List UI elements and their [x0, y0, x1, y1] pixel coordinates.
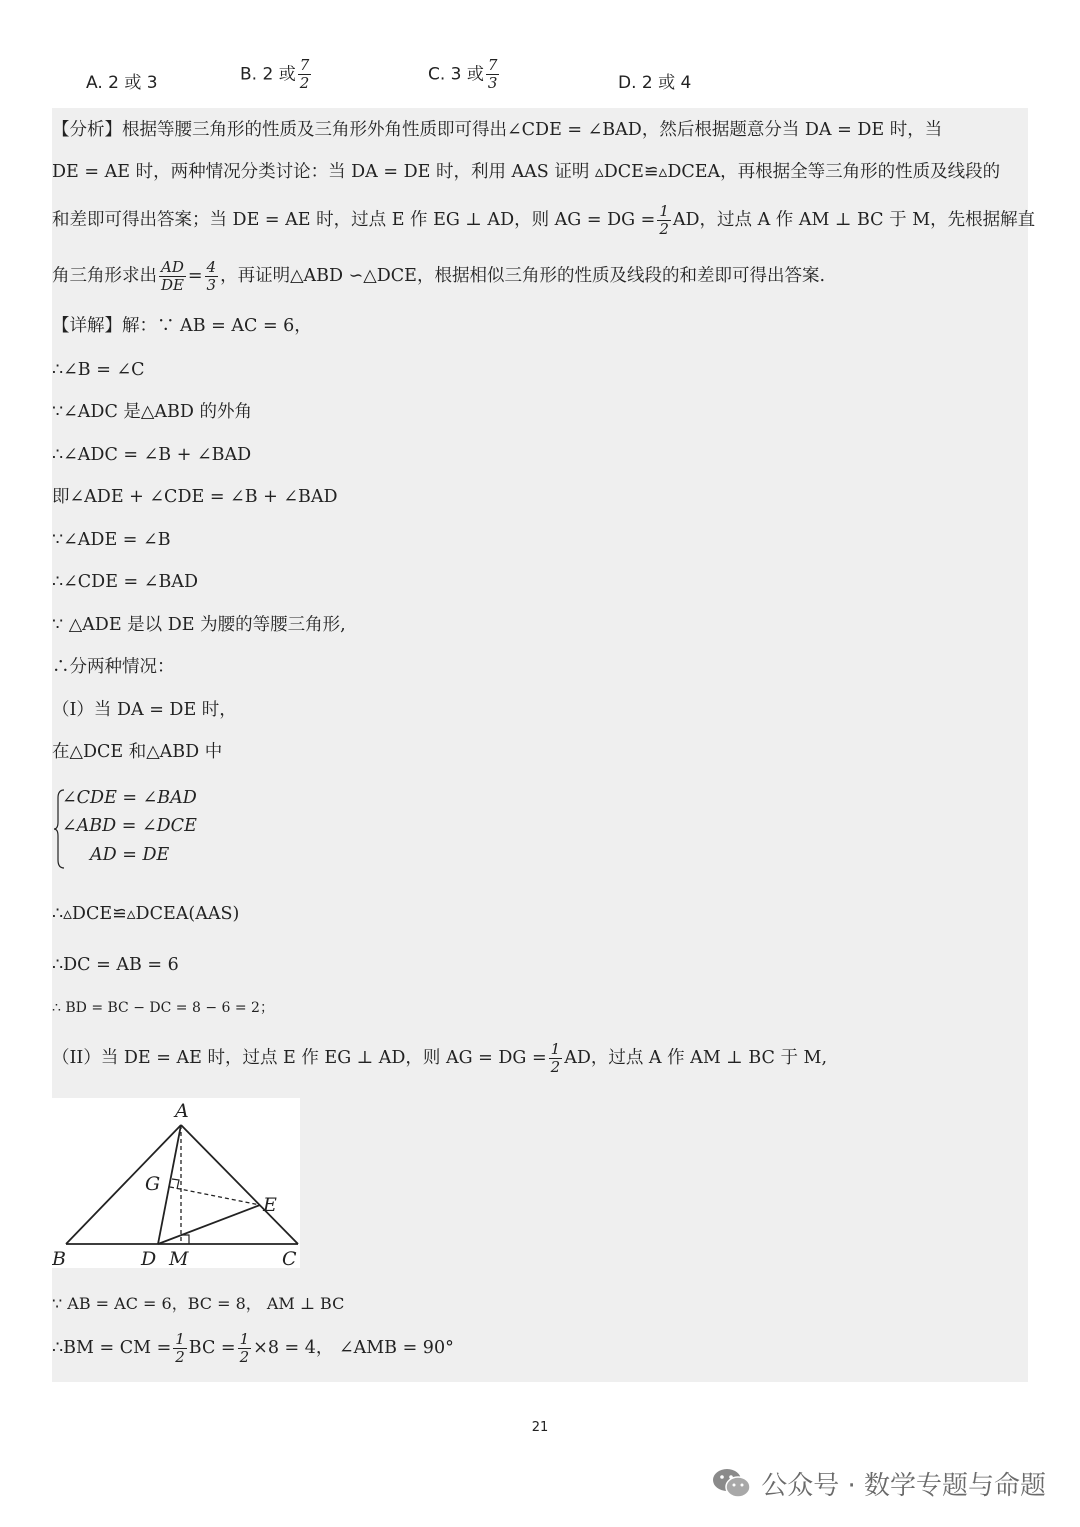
triangle-diagram — [52, 1098, 300, 1268]
fraction-numerator: 7 — [487, 56, 498, 74]
analysis-line-1: 【分析】根据等腰三角形的性质及三角形外角性质即可得出∠CDE = ∠BAD，然后根据题意分当 DA = DE 时，当 — [52, 120, 943, 140]
fraction-denominator: 2 — [659, 220, 669, 238]
solution-line-7: ∴∠CDE = ∠BAD — [52, 572, 198, 592]
solution-box — [52, 108, 1036, 1382]
analysis-line-3-start: 和差即可得出答案；当 DE = AE 时，过点 E 作 EG ⊥ AD，则 AG = DG = — [52, 210, 656, 230]
fraction-numerator: AD — [161, 258, 184, 276]
system-row-2: ∠ABD = ∠DCE — [62, 816, 197, 836]
system-row-3: AD = DE — [90, 845, 170, 865]
fraction-numerator: 1 — [659, 202, 669, 220]
analysis-line-4 — [52, 260, 825, 293]
label-d: D — [141, 1248, 157, 1268]
solution-line-17-end: ×8 = 4， ∠AMB = 90° — [253, 1338, 454, 1358]
fraction-denominator: 2 — [299, 74, 310, 92]
solution-line-12: ∴▵DCE≌▵DCEA(AAS) — [52, 904, 240, 924]
fraction-denominator: 2 — [550, 1058, 561, 1076]
equals-sign: = — [187, 266, 203, 286]
analysis-line-2: DE = AE 时，两种情况分类讨论：当 DA = DE 时，利用 AAS 证明 ▵DCE≌▵DCEA，再根据全等三角形的性质及线段的 — [52, 162, 1001, 182]
segment-ab — [66, 1125, 181, 1244]
segment-eg — [170, 1187, 260, 1205]
solution-line-17-start: ∴BM = CM = — [52, 1338, 172, 1358]
fraction-denominator: 3 — [487, 74, 498, 92]
option-a: A. 2 或 3 — [86, 73, 158, 93]
fraction-numerator: 4 — [206, 258, 217, 276]
triangle-figure — [52, 1098, 300, 1268]
segment-ac — [181, 1125, 298, 1244]
right-angle-mark-m — [181, 1235, 189, 1244]
solution-line-9: ∴分两种情况： — [52, 657, 175, 677]
page-number: 21 — [531, 1420, 549, 1435]
fraction-half — [173, 1332, 187, 1365]
label-m: M — [169, 1248, 189, 1268]
label-a: A — [175, 1100, 189, 1122]
fraction-denominator: 3 — [206, 276, 217, 294]
option-d: D. 2 或 4 — [618, 73, 692, 93]
answer-options — [86, 56, 986, 106]
analysis-line-4-start: 角三角形求出 — [52, 266, 157, 286]
analysis-line-3-end: AD，过点 A 作 AM ⊥ BC 于 M，先根据解直 — [672, 210, 1036, 230]
equation-system — [52, 788, 352, 870]
solution-line-2: ∴∠B = ∠C — [52, 360, 145, 380]
label-b: B — [52, 1248, 66, 1268]
fraction-half — [238, 1332, 252, 1365]
solution-line-15-end: AD，过点 A 作 AM ⊥ BC 于 M, — [564, 1048, 828, 1068]
solution-line-14: ∴ BD = BC − DC = 8 − 6 = 2； — [52, 1000, 274, 1016]
segment-de — [158, 1205, 260, 1244]
solution-line-15 — [52, 1042, 827, 1075]
analysis-line-4-end: ，再证明△ABD ∽△DCE，根据相似三角形的性质及线段的和差即可得出答案. — [220, 266, 826, 286]
solution-line-11: 在△DCE 和△ABD 中 — [52, 742, 223, 762]
option-b — [240, 58, 313, 91]
label-g: G — [145, 1173, 161, 1195]
label-e: E — [263, 1194, 277, 1216]
option-c — [428, 58, 501, 91]
solution-line-10: （I）当 DA = DE 时， — [52, 700, 237, 720]
option-b-fraction — [298, 58, 312, 91]
fraction-four-thirds — [205, 260, 219, 293]
watermark — [711, 1466, 1046, 1500]
solution-line-8: ∵ △ADE 是以 DE 为腰的等腰三角形, — [52, 615, 346, 635]
fraction-denominator: 2 — [239, 1348, 250, 1366]
fraction-half — [549, 1042, 563, 1075]
option-c-prefix: C. 3 或 — [428, 64, 484, 85]
solution-line-5: 即∠ADE + ∠CDE = ∠B + ∠BAD — [52, 487, 338, 507]
analysis-line-3 — [52, 204, 1035, 237]
fraction-half — [657, 204, 671, 237]
solution-line-13: ∴DC = AB = 6 — [52, 955, 179, 975]
solution-line-17 — [52, 1332, 454, 1365]
solution-line-3: ∵∠ADC 是△ABD 的外角 — [52, 402, 252, 422]
fraction-numerator: 1 — [175, 1330, 185, 1348]
solution-line-17-mid: BC = — [188, 1338, 236, 1358]
solution-line-6: ∵∠ADE = ∠B — [52, 530, 171, 550]
solution-line-4: ∴∠ADC = ∠B + ∠BAD — [52, 445, 252, 465]
watermark-text: 公众号 · 数学专题与命题 — [761, 1470, 1046, 1501]
fraction-denominator: 2 — [175, 1348, 185, 1366]
solution-line-16: ∵ AB = AC = 6，BC = 8， AM ⊥ BC — [52, 1294, 345, 1313]
label-c: C — [282, 1248, 297, 1268]
option-b-prefix: B. 2 或 — [240, 64, 296, 85]
fraction-numerator: 1 — [239, 1330, 250, 1348]
option-c-fraction — [486, 58, 500, 91]
solution-line-1: 【详解】解：∵ AB = AC = 6， — [52, 316, 312, 336]
solution-line-15-start: （II）当 DE = AE 时，过点 E 作 EG ⊥ AD，则 AG = DG = — [52, 1048, 547, 1068]
fraction-denominator: DE — [160, 276, 184, 294]
fraction-numerator: 1 — [550, 1040, 561, 1058]
system-row-1: ∠CDE = ∠BAD — [62, 788, 197, 808]
fraction-numerator: 7 — [299, 56, 310, 74]
wechat-icon — [711, 1466, 753, 1500]
fraction-ad-de — [159, 260, 186, 293]
